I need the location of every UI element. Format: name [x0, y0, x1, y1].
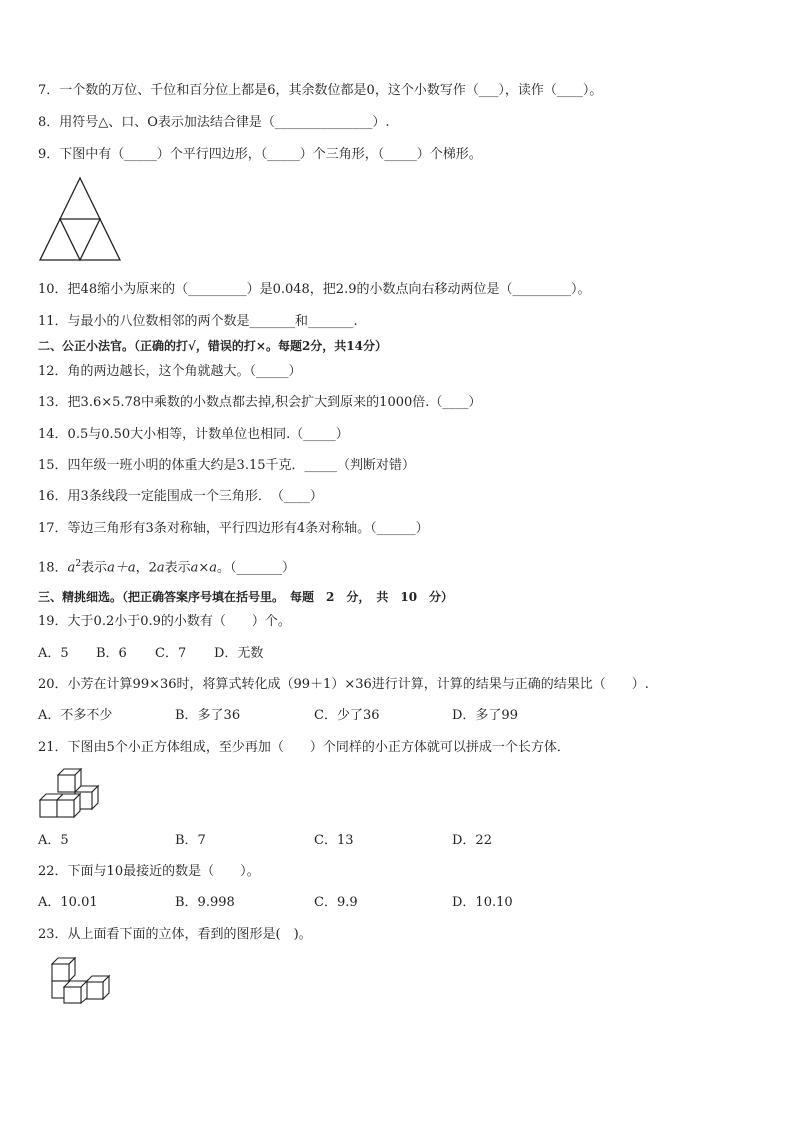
question-23: 23．从上面看下面的立体，看到的图形是( )。 — [38, 927, 312, 942]
text-represents-1: 表示 — [81, 560, 108, 576]
section-choose-heading: 三、精挑细选。（把正确答案序号填在括号里。 每题 2 分， 共 10 分） — [38, 590, 454, 604]
question-22: 22．下面与10最接近的数是（ ）。 — [38, 864, 260, 879]
q20-option-a: A．不多不少 — [38, 708, 113, 723]
question-11: 11．与最小的八位数相邻的两个数是_______和_______. — [38, 314, 358, 329]
text-2: ，2 — [135, 560, 157, 576]
exponent: 2 — [75, 559, 82, 569]
text-represents-2: 表示 — [164, 560, 191, 576]
q19-option-b: B．6 — [96, 646, 127, 661]
q22-option-c: C．9.9 — [314, 895, 358, 910]
section-judge-heading: 二、公正小法官。（正确的打√，错误的打×。每题2分，共14分） — [38, 339, 387, 353]
expr-a-plus-a: a＋a — [107, 560, 136, 576]
question-20: 20．小芳在计算99×36时，将算式转化成（99＋1）×36进行计算，计算的结果与正确的结果比（ ）. — [38, 677, 649, 692]
q22-option-b: B．9.998 — [175, 895, 235, 910]
question-18-number: 18． — [38, 560, 68, 576]
question-9: 9．下图中有（_____）个平行四边形，（_____）个三角形，（_____）个梯形。 — [38, 147, 482, 162]
q21-option-d: D．22 — [452, 833, 492, 848]
question-18-tail: 。（_______） — [217, 560, 296, 576]
triangle-figure — [38, 176, 122, 262]
q20-option-d: D．多了99 — [452, 708, 518, 723]
question-21: 21．下图由5个小正方体组成，至少再加（ ）个同样的小正方体就可以拼成一个长方体． — [38, 740, 570, 755]
question-12: 12．角的两边越长，这个角就越大。（_____） — [38, 364, 302, 379]
cubes-figure-q21 — [36, 766, 102, 820]
q21-option-c: C．13 — [314, 833, 354, 848]
q21-option-b: B．7 — [175, 833, 206, 848]
question-14: 14．0.5与0.50大小相等，计数单位也相同.（_____） — [38, 427, 349, 442]
question-18 — [38, 555, 295, 577]
question-7: 7．一个数的万位、千位和百分位上都是6，其余数位都是0，这个小数写作（___），读作（____）。 — [38, 83, 603, 98]
q22-option-a: A．10.01 — [38, 895, 98, 910]
q22-option-d: D．10.10 — [452, 895, 513, 910]
cubes-figure-q23 — [48, 955, 114, 1005]
q20-option-c: C．少了36 — [314, 708, 380, 723]
question-17: 17．等边三角形有3条对称轴，平行四边形有4条对称轴。（______） — [38, 521, 429, 536]
var-a: a — [67, 560, 76, 576]
expr-a-times-a: a×a — [190, 560, 218, 576]
var-a-2: a — [156, 560, 165, 576]
question-19: 19．大于0.2小于0.9的小数有（ ）个。 — [38, 614, 291, 629]
question-15: 15．四年级一班小明的体重大约是3.15千克．_____（判断对错） — [38, 458, 415, 473]
question-8: 8．用符号△、口、O表示加法结合律是（_______________）. — [38, 115, 390, 130]
question-16: 16．用3条线段一定能围成一个三角形． （____） — [38, 489, 323, 504]
question-13: 13．把3.6×5.78中乘数的小数点都去掉,积会扩大到原来的1000倍.（____） — [38, 395, 482, 410]
q19-option-d: D．无数 — [214, 646, 264, 661]
q19-option-a: A．5 — [38, 646, 69, 661]
q21-option-a: A．5 — [38, 833, 69, 848]
q19-option-c: C．7 — [155, 646, 187, 661]
question-10: 10．把48缩小为原来的（_________）是0.048，把2.9的小数点向右移动两位是（_________）。 — [38, 282, 591, 297]
q20-option-b: B．多了36 — [175, 708, 241, 723]
